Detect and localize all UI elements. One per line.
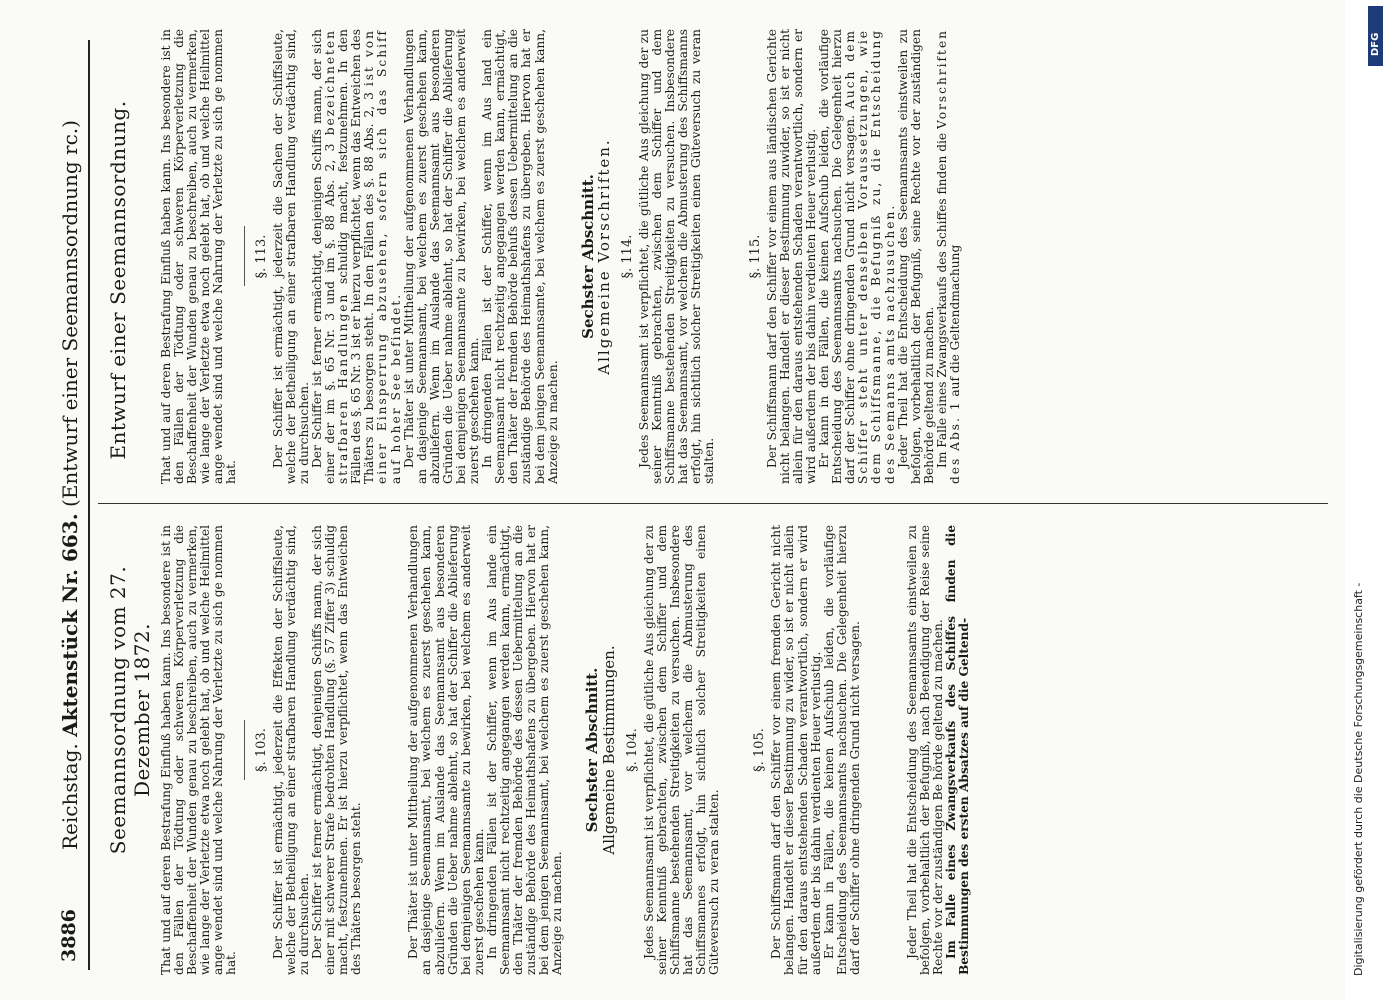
paragraph-113b-text: Der Schiffer ist ferner ermächtigt, denjenigen Schiffs mann, der sich einer der im §. 65 Nr. 3 und im §. 88 Abs. 2, 3 [309, 29, 338, 484]
section-105-label: §. 105. [752, 728, 768, 772]
runhead-pre: Reichstag. [58, 736, 82, 850]
separator-rule [244, 227, 245, 287]
paragraph-104: Jedes Seemannsamt ist verpflichtet, die gütliche Aus gleichung der zu seiner Kenntniß gebrachten, zwischen dem Schiffer und dem Schiffsmanne bestehenden Streitigkeiten zu versuchen. Insbesondere hat das Seemannsamt, vor welchem die Abmusterung des Schiffsmannes erfolgt, hin sichtlich solcher Streitigkeiten einen Güteversuch zu veran stalten. [641, 524, 722, 975]
paragraph-113d: In dringenden Fällen ist der Schiffer, wenn im Aus land ein Seemannsamt nicht rechtzeitig angegangen werden kann, ermächtigt, den Thäter der fremden Behörde behufs dessen Uebermittelung an die zuständige Behörde des Heimathshafens zu übergeben. Hiervon hat er bei dem jenigen Seemannsamte, bei welchem es zuerst geschehen kann, Anzeige zu machen. [480, 29, 560, 484]
paragraph-115d-text: Im Falle eines Zwangsverkaufs des Schiffes finden die [934, 128, 949, 468]
paragraph-115b [818, 29, 897, 484]
section-115-label: §. 115. [747, 234, 763, 279]
paragraph-103d: In dringenden Fällen ist der Schiffer, wenn im Aus lande ein Seemannsamt nicht rechtzeitig angegangen werden kann, ermächtigt, den Thäter der fremden Behörde des dessen Uebermittelung an die zuständige Behörde des Heimathshafens zu übergeben. Hiervon hat er bei dem jenigen Seemannsamt, bei welchem es zuerst geschehen kann, Anzeige zu machen. [484, 525, 565, 975]
paragraph-113b [311, 29, 403, 484]
paragraph-115c: Jeder Theil hat die Entscheidung des Seemannsamts einstweilen zu befolgen, vorbehaltlich der Befugniß, seine Rechte vor der zuständigen Behörde geltend zu machen. [895, 29, 936, 484]
paragraph-115b-text: Er kann in den Fällen, die keinen Aufschub leiden, die vorläufige Entscheidung des Seemannsamts nachsuchen. Die Gelegenheit hierzu darf der Schiffer ohne dringenden Grund nicht versagen. [817, 29, 858, 484]
paragraph-105a: Der Schiffsmann darf den Schiffer vor einem fremden Gericht nicht belangen. Handelt er dieser Bestimmung zu wider, so ist er nicht allein für den daraus entstehenden Schaden verantwortlich, sondern er wird außerdem der bis dahin verdienten Heuer verlustig. [769, 525, 823, 975]
subsection-heading: Allgemeine Bestimmungen. [599, 645, 618, 855]
left-column-heading: Seemannsordnung vom 27. Dezember 1872. [106, 565, 154, 855]
section-103-label: §. 103. [253, 728, 269, 772]
dfg-logo-text: DFG [1370, 32, 1381, 56]
section-113-label: §. 113. [253, 234, 269, 279]
paragraph-105b: Er kann in Fällen, die keinen Aufschub leiden, die vorläufige Entscheidung des Seemannsamts nachsuchen. Die Gelegenheit hierzu darf der Schiffer ohne dringenden Grund nicht versagen. [821, 525, 862, 975]
paragraph-113b-text-2: schuldig macht, festzunehmen. In den Fällen des §. 65 Nr. 3 ist er hierzu verpflichtet, wenn das Entweichen des Thäters zu besorgen steht. In den Fällen des §. 88 Abs. 2, 3 [336, 29, 377, 484]
dfg-logo-icon [1368, 6, 1383, 66]
section-114-label: §. 114. [619, 234, 635, 279]
paragraph-115d-emphasis: Vorschriften des Abs. 1 [934, 29, 962, 484]
paragraph-114: Jedes Seemannsamt ist verpflichtet, die gütliche Aus gleichung der zu seiner Kenntniß gebrachten, zwischen dem Schiffer und dem Schiffsmanne bestehenden Streitigkeiten zu versuchen. Insbesondere hat das Seemannsamt, vor welchem die Abmusterung des Schiffsmanns erfolgt, hin sichtlich solcher Streitigkeiten einen Güteversuch zu veran stalten. [637, 29, 717, 484]
right-intro: That und auf deren Bestrafung Einfluß haben kann. Ins besondere ist in den Fällen der Tödtung oder schweren Körperverletzung die Beschaffenheit der Wunden genau zu beschreiben, auch zu vermerken, wie lange der Verletzte etwa noch gelebt hat, ob und welche Heilmittel ange wendet sind und welche Nahrung der Verletzte zu sich ge nommen hat. [159, 29, 239, 484]
digitization-credit: Digitalisierung gefördert durch die Deutsche Forschungsgemeinschaft - [1352, 582, 1365, 976]
running-header [58, 60, 82, 850]
page-number: 3886 [58, 909, 80, 962]
left-column [160, 525, 972, 975]
paragraph-115b-emphasis: Auch dem Schiffer steht unter denselben Voraussetzungen, wie dem Schiffsmanne, die Befugniß zu, die Entscheidung des Seemanns amts nachzusuchen. [843, 29, 897, 484]
paragraph-113c: Der Thäter ist unter Mittheilung der aufgenommenen Verhandlungen an dasjenige Seemannsamt, bei welchem es zuerst geschehen kann, abzuliefern. Wenn im Auslande das Seemannsamt aus besonderen Gründen die Ueber nahme ablehnt, so hat der Schiffer die Ablieferung bei demjenigen Seemannsamte zu bewirken, bei welchem es anderweit zuerst geschehen kann. [401, 29, 482, 484]
runhead-bold: Aktenstück Nr. 663. [58, 513, 82, 737]
subsection-heading [594, 29, 613, 484]
paragraph-105c: Jeder Theil hat die Entscheidung des Seemannsamts einstweilen zu befolgen, vorbehaltlich der Befugniß, nach Beendigung der Reise seine Rechte vor der zuständigen Be hörde geltend zu machen. [905, 525, 946, 975]
paragraph-103c: Der Thäter ist unter Mittheilung der aufgenommenen Verhandlungen an dasjenige Seemannsamt, bei welchem es zuerst geschehen kann, abzuliefern. Wenn im Auslande das Seemannsamt aus besonderen Gründen die Ueber nahme ablehnt, so hat der Schiffer die Ablieferung bei demjenigen Seemannsamte zu bewirken, bei welchem es anderweit zuerst geschehen kann. [406, 525, 486, 975]
runhead-post: (Entwurf einer Seemannsordnung rc.) [58, 120, 82, 514]
paragraph-115d [936, 29, 962, 484]
paragraph-103b: Der Schiffer ist ferner ermächtigt, denjenigen Schiffs mann, der sich einer mit schwerer Strafe bedrohten Handlung (§. 57 Ziffer 3) schuldig macht, festzunehmen. Er ist hierzu verpflichtet, wenn das Entweichen des Thäters besorgen steht. [309, 525, 364, 975]
paragraph-105d: Im Falle eines Zwangsverkaufs des Schiffes finden die Bestimmungen des ersten Absatzes auf die Geltend- [944, 525, 972, 975]
paragraph-115d-text-2: auf die Geltendmachung [947, 244, 962, 401]
paragraph-113b-emphasis-2: ist von einer Einsperrung abzusehen, sofern sich das Schiff auf hoher See befindet. [362, 29, 403, 484]
section-104-label: §. 104. [624, 728, 640, 772]
column-divider [98, 503, 1328, 504]
right-column-heading: Entwurf einer Seemannsordnung. [106, 100, 130, 460]
separator-rule [244, 720, 245, 780]
subsection-heading-text: Allgemeine Vorschriften. [594, 138, 613, 375]
section-heading: Sechster Abschnitt. [578, 174, 597, 339]
paragraph-113b-emphasis: bezeichneten strafbaren Handlungen [323, 29, 351, 484]
paragraph-103a: Der Schiffer ist ermächtigt, jederzeit die Effekten der Schiffsleute, welche der Betheiligung an einer strafbaren Handlung verdächtig sind, zu durchsuchen. [270, 525, 311, 975]
left-intro: That und auf deren Bestrafung Einfluß haben kann. Ins besondere ist in den Fällen der Tödtung oder schweren Körperverletzung die Beschaffenheit der Wunden genau zu beschreiben, auch zu vermerken, wie lange der Verletzte etwa noch gelebt hat, ob und welche Heilmittel ange wendet sind und welche Nahrung der Verletzte zu sich ge nommen hat. [159, 525, 239, 975]
paragraph-115a: Der Schiffsmann darf den Schiffer vor einem aus ländischen Gerichte nicht belangen. Handelt er dieser Bestimmung zuwider, so ist er nicht allein für den daraus entstehenden Schaden verantwortlich, sondern er wird außerdem der bis dahin verdienten Heuer verlustig. [764, 29, 818, 484]
header-rule [88, 40, 90, 970]
section-heading: Sechster Abschnitt. [583, 667, 602, 833]
right-column [160, 29, 962, 484]
paragraph-113a: Der Schiffer ist ermächtigt, jederzeit die Sachen der Schiffsleute, welche der Betheiligung an einer strafbaren Handlung verdächtig sind, zu durchsuchen. [270, 29, 311, 484]
